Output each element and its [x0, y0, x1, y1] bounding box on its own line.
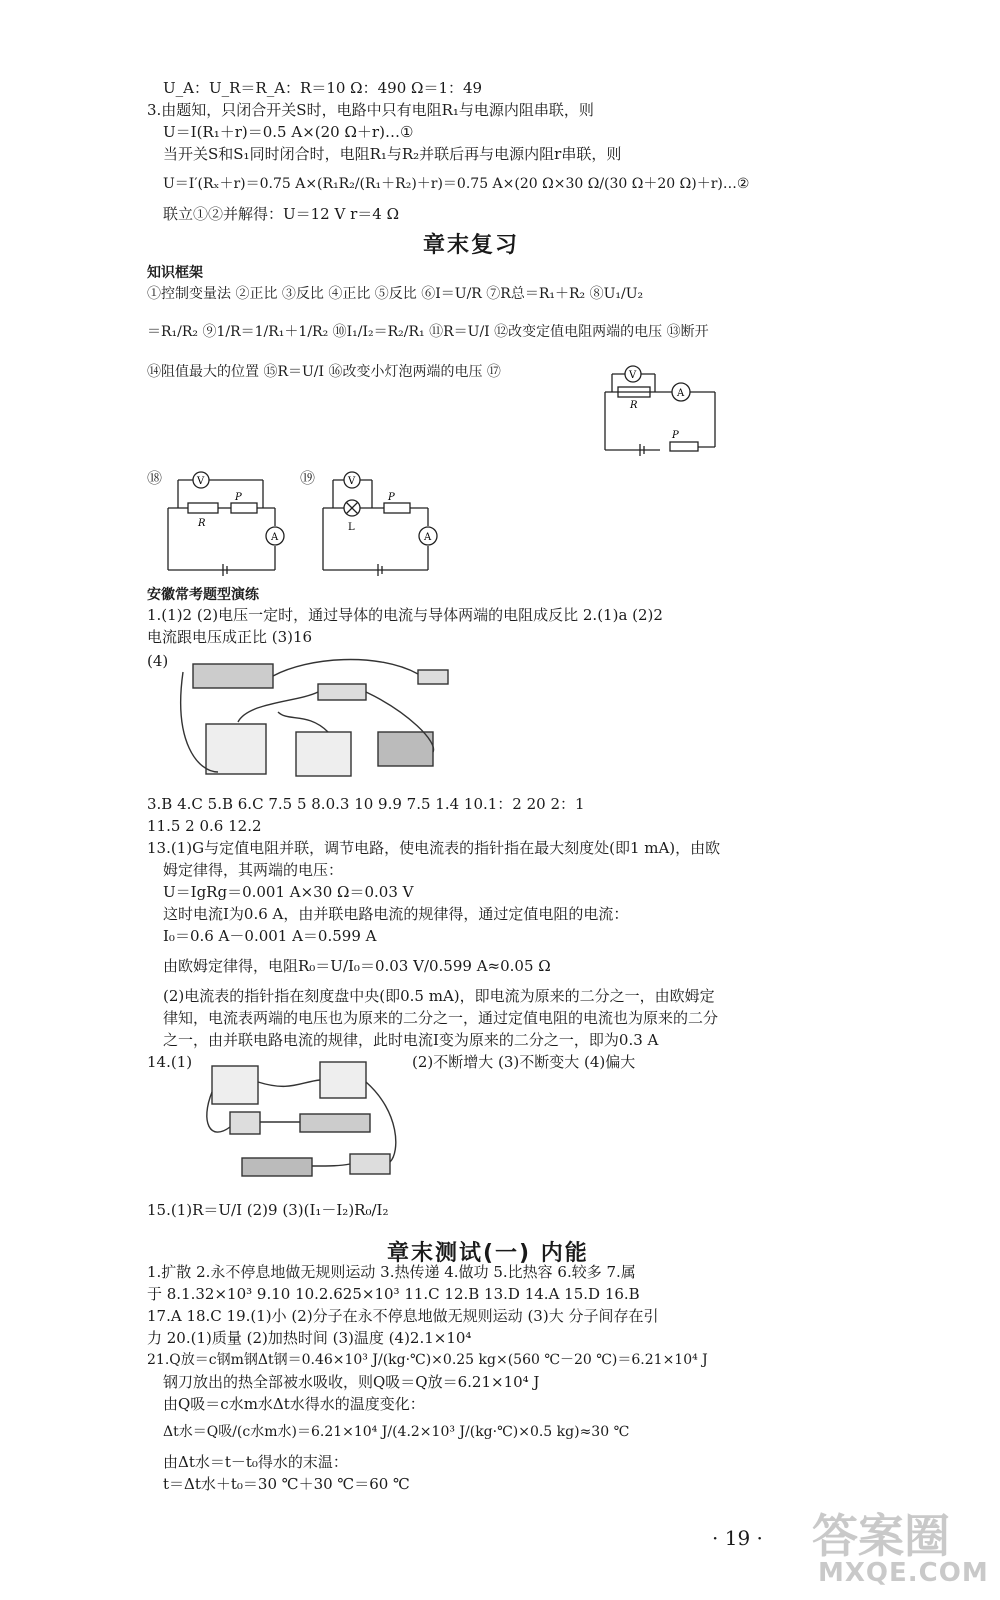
- text-line: U_A：U_R＝R_A：R＝10 Ω：490 Ω＝1：49: [163, 79, 483, 97]
- voltmeter-label: V: [197, 476, 205, 487]
- slider-label: P: [235, 492, 242, 503]
- knowledge-heading: 知识框架: [147, 265, 203, 281]
- section-title-test: 章末测试(一) 内能: [387, 1241, 589, 1266]
- text-line: 11.5 2 0.6 12.2: [147, 817, 262, 835]
- text-line: 姆定律得，其两端的电压：: [163, 861, 344, 879]
- page-number: · 19 ·: [712, 1526, 763, 1550]
- text-line: 律知，电流表两端的电压也为原来的二分之一，通过定值电阻的电流也为原来的二分: [163, 1009, 719, 1027]
- section-title-review: 章末复习: [423, 233, 520, 258]
- text-line: 3.由题知，只闭合开关S时，电路中只有电阻R₁与电源内阻串联，则: [147, 101, 594, 119]
- text-line: ①控制变量法 ②正比 ③反比 ④正比 ⑤反比 ⑥I＝U/R ⑦R总＝R₁＋R₂ ⑧U₁/U₂: [147, 286, 644, 302]
- voltmeter-label: V: [348, 476, 356, 487]
- text-line: (2)电流表的指针指在刻度盘中央(即0.5 mA)，即电流为原来的二分之一，由欧姆定: [163, 987, 715, 1005]
- apparatus-photo-2: [200, 1062, 410, 1182]
- text-line: 之一，由并联电路电流的规律，此时电流I变为原来的二分之一，即为0.3 A: [163, 1031, 659, 1049]
- text-line: ⑭阻值最大的位置 ⑮R＝U/I ⑯改变小灯泡两端的电压 ⑰: [147, 364, 501, 380]
- ammeter-label: A: [677, 388, 685, 399]
- text-line: 当开关S和S₁同时闭合时，电阻R₁与R₂并联后再与电源内阻r串联，则: [163, 145, 622, 163]
- text-line: 这时电流I为0.6 A，由并联电路电流的规律得，通过定值电阻的电流：: [163, 905, 629, 923]
- text-line: 21.Q放＝c钢m钢Δt钢＝0.46×10³ J/(kg·℃)×0.25 kg×(560 ℃－20 ℃)＝6.21×10⁴ J: [147, 1352, 708, 1368]
- text-line: (4): [147, 652, 169, 670]
- text-line: 电流跟电压成正比 (3)16: [147, 628, 313, 646]
- text-line: Δt水＝Q吸/(c水m水)＝6.21×10⁴ J/(4.2×10³ J/(kg·℃)×0.5 kg)≈30 ℃: [163, 1424, 630, 1440]
- apparatus-photo-1: [178, 652, 458, 787]
- text-line: 1.(1)2 (2)电压一定时，通过导体的电流与导体两端的电阻成反比 2.(1)a (2)2: [147, 606, 663, 624]
- text-line: (2)不断增大 (3)不断变大 (4)偏大: [412, 1053, 636, 1071]
- voltmeter-label: V: [629, 370, 637, 381]
- text-line: U＝I(R₁＋r)＝0.5 A×(20 Ω＋r)…①: [163, 123, 414, 141]
- text-line: U＝IgRg＝0.001 A×30 Ω＝0.03 V: [163, 883, 414, 901]
- circuit-diagram-17: [600, 362, 720, 462]
- text-line: 3.B 4.C 5.B 6.C 7.5 5 8.0.3 10 9.9 7.5 1.4 10.1：2 20 2：1: [147, 795, 585, 813]
- circuit-number-18: ⑱: [147, 469, 163, 487]
- ammeter-label: A: [424, 532, 432, 543]
- text-line: 由Δt水＝t－t₀得水的末温：: [163, 1453, 348, 1471]
- text-line: 13.(1)G与定值电阻并联，调节电路，使电流表的指针指在最大刻度处(即1 mA)，由欧: [147, 839, 721, 857]
- text-line: 由Q吸＝c水m水Δt水得水的温度变化：: [163, 1395, 425, 1413]
- text-line: ＝R₁/R₂ ⑨1/R＝1/R₁＋1/R₂ ⑩I₁/I₂＝R₂/R₁ ⑪R＝U/I ⑫改变定值电阻两端的电压 ⑬断开: [147, 324, 709, 340]
- circuit-diagram-19: [318, 470, 438, 580]
- slider-label: P: [672, 430, 679, 441]
- text-line: 1.扩散 2.永不停息地做无规则运动 3.热传递 4.做功 5.比热容 6.较多 7.属: [147, 1263, 636, 1281]
- text-line: 联立①②并解得：U＝12 V r＝4 Ω: [163, 205, 400, 223]
- text-line: U＝I′(Rₓ＋r)＝0.75 A×(R₁R₂/(R₁＋R₂)＋r)＝0.75 A×(20 Ω×30 Ω/(30 Ω＋20 Ω)＋r)…②: [163, 176, 750, 192]
- practice-heading: 安徽常考题型演练: [147, 587, 259, 603]
- lamp-label: L: [348, 522, 355, 533]
- slider-label: P: [388, 492, 395, 503]
- watermark-logo: 答案圈: [812, 1509, 950, 1563]
- text-line: I₀＝0.6 A－0.001 A＝0.599 A: [163, 927, 377, 945]
- circuit-number-19: ⑲: [300, 469, 316, 487]
- text-line: 17.A 18.C 19.(1)小 (2)分子在永不停息地做无规则运动 (3)大 分子间存在引: [147, 1307, 659, 1325]
- resistor-label: R: [630, 400, 638, 411]
- text-line: 14.(1): [147, 1053, 193, 1071]
- text-line: 由欧姆定律得，电阻R₀＝U/I₀＝0.03 V/0.599 A≈0.05 Ω: [163, 957, 551, 975]
- text-line: 于 8.1.32×10³ 9.10 10.2.625×10³ 11.C 12.B 13.D 14.A 15.D 16.B: [147, 1285, 640, 1303]
- circuit-diagram-18: [163, 470, 283, 580]
- text-line: 力 20.(1)质量 (2)加热时间 (3)温度 (4)2.1×10⁴: [147, 1329, 472, 1347]
- watermark-url: MXQE.COM: [818, 1558, 989, 1588]
- text-line: t＝Δt水＋t₀＝30 ℃＋30 ℃＝60 ℃: [163, 1475, 410, 1493]
- resistor-label: R: [198, 518, 206, 529]
- text-line: 钢刀放出的热全部被水吸收，则Q吸＝Q放＝6.21×10⁴ J: [163, 1373, 540, 1391]
- ammeter-label: A: [271, 532, 279, 543]
- text-line: 15.(1)R＝U/I (2)9 (3)(I₁－I₂)R₀/I₂: [147, 1201, 389, 1219]
